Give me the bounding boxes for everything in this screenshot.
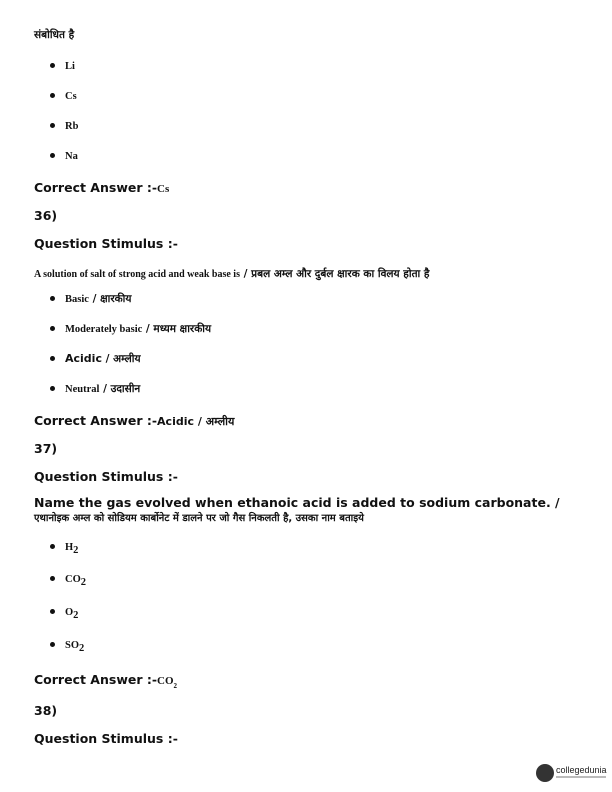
q36-option-4[interactable]: Neutral / उदासीन <box>50 382 140 396</box>
q38-stimulus-label: Question Stimulus :- <box>34 731 178 746</box>
q36-correct-answer: Correct Answer :-Acidic / अम्लीय <box>34 413 235 428</box>
q37-stimulus-label: Question Stimulus :- <box>34 469 178 484</box>
q37-option-1[interactable]: $H_2$ <box>50 541 78 556</box>
bullet-icon <box>50 642 55 647</box>
bullet-icon <box>50 386 55 391</box>
bullet-icon <box>50 296 55 301</box>
bullet-icon <box>50 93 55 98</box>
logo-text: collegedunia <box>556 765 607 775</box>
q36-option-1[interactable]: Basic / क्षारकीय <box>50 292 131 306</box>
bullet-icon <box>50 326 55 331</box>
q36-question: A solution of salt of strong acid and weak base is / प्रबल अम्ल और दुर्बल क्षारक का विलय होता है <box>34 268 430 280</box>
logo-tagline-bar <box>556 776 606 778</box>
q36-number: 36) <box>34 208 58 223</box>
q35-option-3[interactable]: Rb <box>50 120 78 132</box>
q36-stimulus-label: Question Stimulus :- <box>34 236 178 251</box>
q35-option-4[interactable]: Na <box>50 150 78 162</box>
q37-option-4[interactable]: $SO_2$ <box>50 639 84 654</box>
bullet-icon <box>50 356 55 361</box>
q37-question-en: Name the gas evolved when ethanoic acid is added to sodium carbonate. / <box>34 495 560 510</box>
bullet-icon <box>50 576 55 581</box>
q35-option-2[interactable]: Cs <box>50 90 77 102</box>
q37-correct-answer: Correct Answer $:-CO_2$ <box>34 672 178 691</box>
collegedunia-logo <box>536 762 608 784</box>
q35-correct-answer: Correct Answer :-Cs <box>34 180 170 195</box>
q35-option-1[interactable]: Li <box>50 60 75 72</box>
q37-option-3[interactable]: $O_2$ <box>50 606 78 621</box>
bullet-icon <box>50 153 55 158</box>
bullet-icon <box>50 609 55 614</box>
q36-option-3[interactable]: Acidic / अम्लीय <box>50 352 141 366</box>
bullet-icon <box>50 63 55 68</box>
bullet-icon <box>50 544 55 549</box>
q37-number: 37) <box>34 441 58 456</box>
q37-question-hi: एथानोइक अम्ल को सोडियम कार्बोनेट में डालने पर जो गैस निकलती है, उसका नाम बताइये <box>34 513 364 524</box>
continued-text: संबोधित है <box>34 29 75 41</box>
q38-number: 38) <box>34 703 58 718</box>
mascot-icon <box>536 764 554 782</box>
q36-option-2[interactable]: Moderately basic / मध्यम क्षारकीय <box>50 322 211 336</box>
q37-option-2[interactable]: $CO_2$ <box>50 573 86 588</box>
bullet-icon <box>50 123 55 128</box>
